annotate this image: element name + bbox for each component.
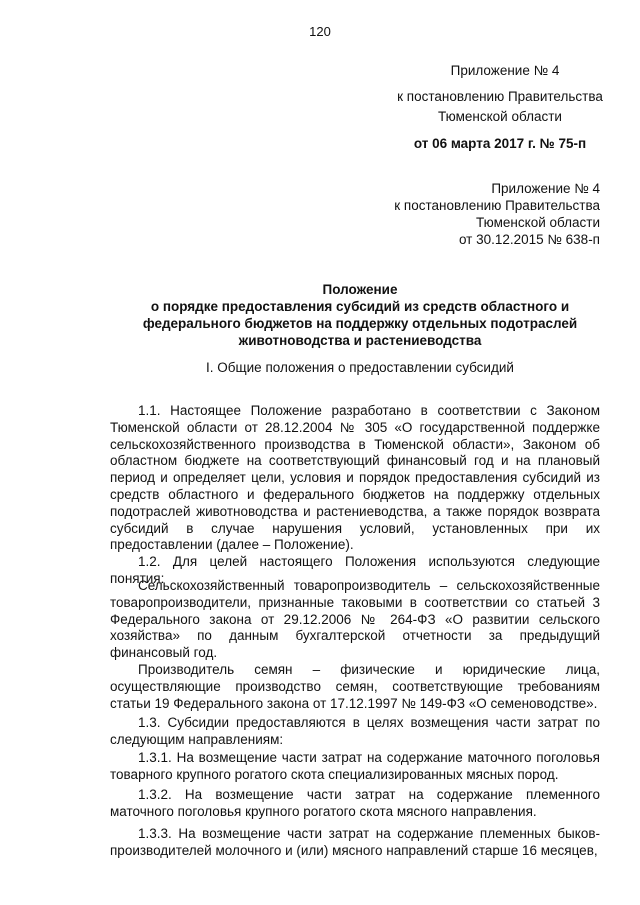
- original-approval-line-4: от 30.12.2015 № 638-п: [458, 232, 600, 247]
- paragraph-1-3: 1.3. Субсидии предоставляются в целях возмещения части затрат по следующим направлениям:: [110, 715, 600, 747]
- approval-line-3: Тюменской области: [438, 109, 562, 124]
- approval-header: [420, 60, 590, 81]
- title-line-1: Положение: [322, 282, 398, 297]
- section-heading: I. Общие положения о предоставлении субсидий: [206, 360, 514, 375]
- paragraph-1-2: 1.2. Для целей настоящего Положения используются следующие понятия:: [110, 554, 600, 586]
- document-title: [100, 281, 620, 349]
- paragraph-1-3-1: 1.3.1. На возмещение части затрат на содержание маточного поголовья товарного крупного рогатого скота специализированных мясных пород.: [110, 750, 600, 782]
- title-line-3: федерального бюджетов на поддержку отдельных подотраслей: [142, 316, 578, 331]
- page-number: 120: [309, 24, 331, 39]
- approval-date: от 06 марта 2017 г. № 75-п: [413, 136, 587, 151]
- paragraph-1-3-2: 1.3.2. На возмещение части затрат на содержание племенного маточного поголовья крупного рогатого скота мясного направления.: [110, 787, 600, 819]
- original-approval-line-3: Тюменской области: [476, 215, 600, 230]
- title-line-2: о порядке предоставления субсидий из средств областного и: [150, 299, 570, 314]
- paragraph-1-1: 1.1. Настоящее Положение разработано в соответствии с Законом Тюменской области от 28.12.2004 № 305 «О государственной поддержке сельскохозяйственного производства в Тюменской области», Законом об областном бюджете на соответствующий финансовый год и на плановый период и определяет цели, условия и порядок предоставления субсидий из средств областного и федерального бюджетов на поддержку отдельных подотраслей животноводства и растениеводства, а также порядок возврата субсидий в случае нарушения условий, установленных при их предоставлении (далее – Положение).: [110, 403, 600, 553]
- paragraph-definition-seed-producer: Производитель семян – физические и юридические лица, осуществляющие производство семян, соответствующие требованиям статьи 19 Федерального закона от 17.12.1997 № 149-ФЗ «О семеноводстве».: [110, 662, 600, 711]
- original-approval-block: [300, 180, 600, 248]
- original-approval-line-1: Приложение № 4: [491, 181, 600, 196]
- approval-line-2: к постановлению Правительства: [397, 89, 603, 104]
- title-line-4: животноводства и растениеводства: [238, 333, 482, 348]
- paragraph-1-3-3: 1.3.3. На возмещение части затрат на содержание племенных быков-производителей молочного и (или) мясного направлений старше 16 месяцев,: [110, 826, 600, 858]
- original-approval-line-2: к постановлению Правительства: [394, 198, 600, 213]
- paragraph-definition-producer: Сельскохозяйственный товаропроизводитель – сельскохозяйственные товаропроизводители, признанные таковыми в соответствии со статьей 3 Федерального закона от 29.12.2006 № 264-ФЗ «О развитии сельского хозяйства» по данным бухгалтерской отчетности за предыдущий финансовый год.: [110, 578, 600, 661]
- approval-line-1: Приложение № 4: [450, 63, 560, 78]
